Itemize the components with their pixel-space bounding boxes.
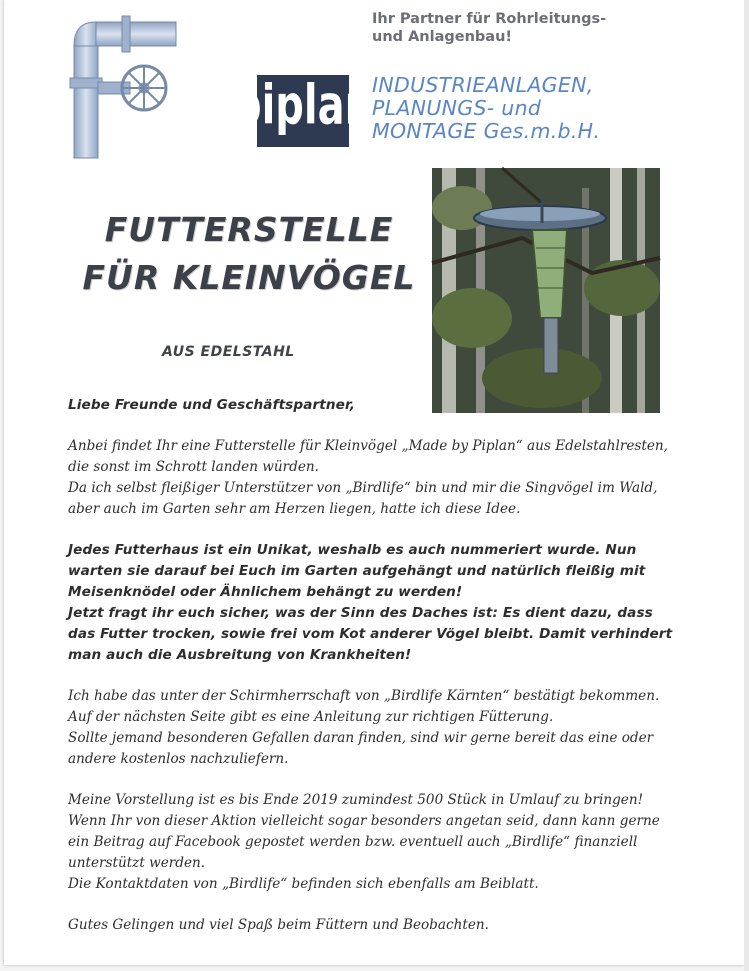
company-line: PLANUNGS- und — [372, 96, 542, 120]
title-line-2: FÜR KLEINVÖGEL — [82, 258, 416, 297]
tagline-line: Ihr Partner für Rohrleitungs- — [372, 11, 607, 27]
document-title — [64, 206, 434, 302]
title-line-1: FUTTERSTELLE — [104, 210, 394, 249]
piplan-logo — [232, 74, 374, 147]
document-page — [4, 0, 744, 965]
para2-line: Jetzt fragt ihr euch sicher, was der Sinn des Daches ist: Es dient dazu, dass — [68, 605, 653, 621]
para4-line: Meine Vorstellung ist es bis Ende 2019 zumindest 500 Stück in Umlauf zu bringen! — [68, 792, 644, 808]
company-line: MONTAGE Ges.m.b.H. — [372, 119, 601, 143]
para2-line: warten sie darauf bei Euch im Garten aufgehängt und natürlich fleißig mit — [68, 563, 646, 579]
para3-line: andere kostenlos nachzuliefern. — [68, 751, 289, 767]
para4-line: Wenn Ihr von dieser Aktion vielleicht sogar besonders angetan seid, dann kann gerne — [68, 813, 660, 829]
para1-line: Anbei findet Ihr eine Futterstelle für Kleinvögel „Made by Piplan“ aus Edelstahlresten, — [68, 438, 668, 454]
paragraph-gap — [68, 770, 688, 790]
para4-line: Die Kontaktdaten von „Birdlife“ befinden sich ebenfalls am Beiblatt. — [68, 876, 539, 892]
greeting: Liebe Freunde und Geschäftspartner, — [68, 397, 356, 413]
bird-feeder-photo — [432, 168, 660, 413]
para1-line: Da ich selbst fleißiger Unterstützer von „Birdlife“ bin und mir die Singvögel im Wald, — [68, 480, 658, 496]
letter-body — [68, 395, 688, 936]
paragraph-gap — [68, 895, 688, 915]
para4-line: unterstützt werden. — [68, 855, 206, 871]
para1-line: aber auch im Garten sehr am Herzen liegen, hatte ich diese Idee. — [68, 501, 521, 517]
pipe-valve-icon — [66, 8, 176, 163]
document-subtitle: AUS EDELSTAHL — [162, 344, 295, 360]
para2-line: man auch die Ausbreitung von Krankheiten! — [68, 647, 412, 663]
closing-line: Gutes Gelingen und viel Spaß beim Füttern und Beobachten. — [68, 917, 489, 933]
para3-line: Auf der nächsten Seite gibt es eine Anleitung zur richtigen Fütterung. — [68, 709, 554, 725]
company-tagline — [372, 10, 642, 46]
tagline-line: und Anlagenbau! — [372, 29, 513, 45]
paragraph-gap — [68, 520, 688, 540]
para3-line: Ich habe das unter der Schirmherrschaft von „Birdlife Kärnten“ bestätigt bekommen. — [68, 688, 660, 704]
company-name — [372, 74, 662, 143]
para1-line: die sonst im Schrott landen würden. — [68, 459, 319, 475]
page-edge — [744, 0, 749, 971]
company-line: INDUSTRIEANLAGEN, — [372, 73, 594, 97]
paragraph-gap — [68, 416, 688, 436]
para3-line: Sollte jemand besonderen Gefallen daran finden, sind wir gerne bereit das eine oder — [68, 730, 654, 746]
para4-line: ein Beitrag auf Facebook gepostet werden bzw. eventuell auch „Birdlife“ finanziell — [68, 834, 638, 850]
para2-line: Jedes Futterhaus ist ein Unikat, weshalb es auch nummeriert wurde. Nun — [68, 542, 637, 558]
paragraph-gap — [68, 666, 688, 686]
piplan-logo-text: piplan — [232, 74, 374, 138]
para2-line: das Futter trocken, sowie frei vom Kot anderer Vögel bleibt. Damit verhindert — [68, 626, 673, 642]
para2-line: Meisenknödel oder Ähnlichem behängt zu werden! — [68, 584, 463, 600]
